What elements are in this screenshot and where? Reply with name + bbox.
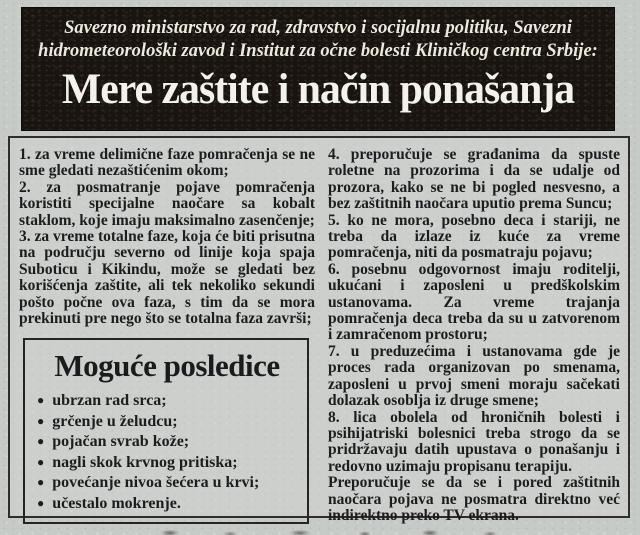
- article-frame: [8, 136, 630, 524]
- consequences-list: [33, 391, 301, 514]
- consequences-box-title: Moguće posledice: [54, 348, 280, 384]
- masthead: [22, 8, 614, 130]
- list-item-label: povećanje nivoa šećera u krvi;: [52, 474, 260, 492]
- next-article-remnant: [140, 524, 540, 535]
- paragraph-item-8: 8. lica obolela od hroničnih bolesti i psihijatriski bolesnici treba strogo da se pridržavaju datih upustava o ponašanju i redovno uzimaju propisanu terapiju.: [328, 408, 620, 475]
- list-item-label: ubrzan rad srca;: [52, 392, 167, 410]
- kicker-line-2: hidrometeorološki zavod i Institut za očne bolesti Kliničkog centra Srbije:: [38, 41, 598, 61]
- left-column: [19, 147, 315, 524]
- list-item: [37, 412, 301, 433]
- paragraph-item-6: 6. posebnu odgovornost imaju roditelji, ukućani i zaposleni u predškolskim ustanovama. Za vreme trajanja pomračenja deca treba da su u zatvorenom i zamračenom prostoru;: [328, 260, 620, 344]
- list-item-label: pojačan svrab kože;: [52, 433, 190, 451]
- paragraph-item-1: 1. za vreme delimične faze pomračenja se ne sme gledati nezaštićenim okom;: [19, 146, 315, 180]
- list-item-label: učestalo mokrenje.: [52, 494, 181, 512]
- bullet-icon: ●: [37, 413, 45, 428]
- list-item: [37, 473, 301, 494]
- list-item: [37, 453, 301, 474]
- paragraph-item-3: 3. za vreme totalne faze, koja će biti prisutna na području severno od linije koja spaja Suboticu i Kikindu, može se gledati bez korišćenja zaštite, ali tek nekoliko sekundi pošto počne ova faza, s tim da se mora prekinuti pre nego što se totalna faza završi;: [19, 228, 315, 328]
- bullet-icon: ●: [37, 475, 45, 490]
- list-item: [37, 432, 301, 453]
- bullet-icon: ●: [37, 393, 45, 408]
- list-item: [37, 494, 301, 515]
- list-item: [37, 391, 301, 412]
- article-columns: [10, 138, 628, 528]
- list-item-label: nagli skok krvnog pritiska;: [52, 453, 238, 471]
- paragraph-item-4: 4. preporučuje se građanima da spuste roletne na prozorima i da se udalje od prozora, kako se ne bi pogled nesvesno, a bez zaštitnih naočara uputio prema Suncu;: [328, 146, 620, 213]
- closing-paragraph: Preporučuje se da se i pored zaštitnih naočara pojava ne posmatra direktno već indirektno preko TV ekrana.: [328, 474, 620, 524]
- right-column: [328, 147, 620, 524]
- paragraph-item-2: 2. za posmatranje pojave pomračenja koristiti specijalne naočare sa kobalt staklom, koje imaju maksimalno zasenčenje;: [19, 178, 315, 229]
- headline: Mere zaštite i način ponašanja: [61, 66, 575, 113]
- kicker-line-1: Savezno ministarstvo za rad, zdravstvo i socijalnu politiku, Savezni: [64, 18, 572, 38]
- bullet-icon: ●: [37, 454, 45, 469]
- paragraph-item-5: 5. ko ne mora, posebno deca i stariji, ne treba da izlaze iz kuće za vreme pomračenja, niti da posmatraju pojavu;: [328, 211, 620, 262]
- bullet-icon: ●: [37, 434, 45, 449]
- paragraph-item-7: 7. u preduzećima i ustanovama gde je proces rada organizovan po smenama, zaposleni u prvoj smeni moraju sačekati dolazak osoblja iz druge smene;: [328, 342, 620, 410]
- list-item-label: grčenje u želudcu;: [52, 412, 178, 430]
- bullet-icon: ●: [37, 495, 45, 510]
- consequences-box: [23, 338, 309, 524]
